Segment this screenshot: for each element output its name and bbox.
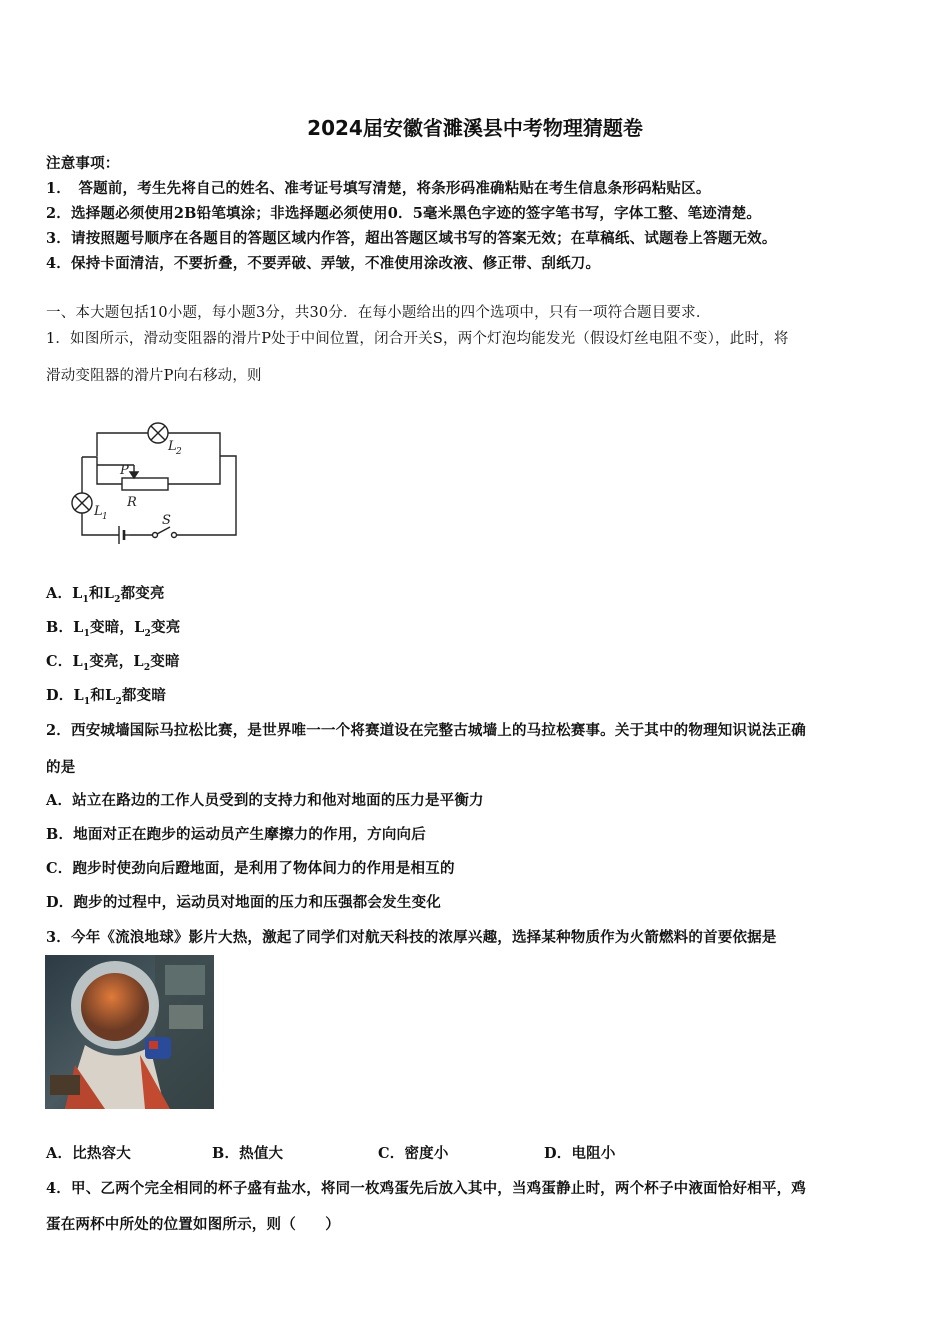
notice-heading: 注意事项：	[46, 155, 120, 172]
q3-option-a: A．比热容大	[46, 1145, 131, 1162]
question-4-text: 4．甲、乙两个完全相同的杯子盛有盐水，将同一枚鸡蛋先后放入其中，当鸡蛋静止时，两个杯子中液面恰好相平，鸡	[46, 1180, 806, 1197]
circuit-diagram	[62, 412, 252, 562]
q2-option-d: D．跑步的过程中，运动员对地面的压力和压强都会发生变化	[46, 894, 441, 911]
q3-option-b: B．热值大	[212, 1145, 284, 1162]
question-3-text: 3．今年《流浪地球》影片大热，激起了同学们对航天科技的浓厚兴趣，选择某种物质作为火箭燃料的首要依据是	[46, 929, 777, 946]
question-2-text-cont: 的是	[46, 759, 76, 776]
q1-option-b: B．$L_1$变暗，$L_2$变亮	[46, 619, 181, 639]
q1-option-c: C．$L_1$变亮，$L_2$变暗	[46, 653, 180, 673]
q1-option-a: A．$L_1$和$L_2$都变亮	[46, 585, 165, 605]
q1-option-d: D．$L_1$和$L_2$都变暗	[46, 687, 167, 707]
notice-item: 3．请按照题号顺序在各题目的答题区域内作答，超出答题区域书写的答案无效；在草稿纸、试题卷上答题无效。	[46, 230, 777, 247]
notice-item: 1． 答题前，考生先将自己的姓名、准考证号填写清楚，将条形码准确粘贴在考生信息条形码粘贴区。	[46, 180, 711, 197]
q3-options	[46, 1142, 616, 1163]
question-2-text: 2．西安城墙国际马拉松比赛，是世界唯一一个将赛道设在完整古城墙上的马拉松赛事。关于其中的物理知识说法正确	[46, 722, 806, 739]
label-s: S	[162, 513, 171, 528]
notice-item: 2．选择题必须使用2B铅笔填涂；非选择题必须使用0．5毫米黑色字迹的签字笔书写，字体工整、笔迹清楚。	[46, 205, 762, 222]
question-1-text: 1．如图所示，滑动变阻器的滑片P处于中间位置，闭合开关S，两个灯泡均能发光（假设灯丝电阻不变），此时，将	[46, 331, 789, 347]
q2-option-c: C．跑步时使劲向后蹬地面，是利用了物体间力的作用是相互的	[46, 860, 455, 877]
q3-option-d: D．电阻小	[544, 1145, 616, 1162]
label-r: R	[127, 495, 137, 510]
label-p: P	[120, 463, 129, 478]
label-l1: L	[94, 504, 103, 519]
label-l2-sub: 2	[176, 447, 182, 457]
question-4-text-cont: 蛋在两杯中所处的位置如图所示，则（ ）	[46, 1216, 340, 1233]
question-1-text-cont: 滑动变阻器的滑片P向右移动，则	[46, 368, 262, 384]
notice-item: 4．保持卡面清洁，不要折叠，不要弄破、弄皱，不准使用涂改液、修正带、刮纸刀。	[46, 255, 601, 272]
page-title: 2024届安徽省濉溪县中考物理猜题卷	[307, 116, 643, 140]
label-l2: L	[168, 439, 177, 454]
q2-option-a: A．站立在路边的工作人员受到的支持力和他对地面的压力是平衡力	[46, 792, 484, 809]
astronaut-photo	[45, 955, 214, 1109]
section-heading: 一、本大题包括10小题，每小题3分，共30分．在每小题给出的四个选项中，只有一项符合题目要求．	[46, 305, 711, 321]
q3-option-c: C．密度小	[378, 1145, 449, 1162]
q2-option-b: B．地面对正在跑步的运动员产生摩擦力的作用，方向向后	[46, 826, 426, 843]
label-l1-sub: 1	[102, 512, 108, 522]
